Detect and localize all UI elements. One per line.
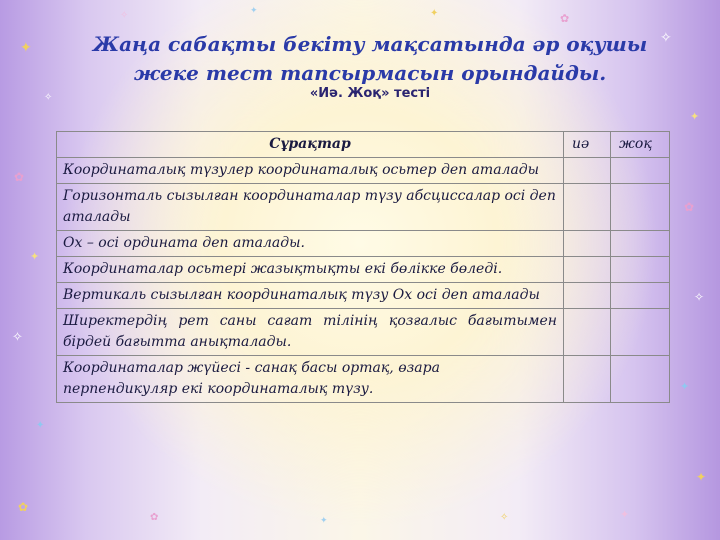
table-row [57, 184, 670, 231]
table-row [57, 283, 670, 309]
table-row [57, 158, 670, 184]
question-cell: Ох – осі ордината деп аталады. [57, 231, 564, 257]
yes-answer-cell[interactable] [564, 356, 611, 403]
no-answer-cell[interactable] [611, 356, 670, 403]
sparkle-decoration: ✧ [12, 330, 23, 345]
sparkle-decoration: ✦ [250, 6, 258, 16]
no-answer-cell[interactable] [611, 184, 670, 231]
sparkle-decoration: ✦ [680, 380, 690, 393]
question-cell: Координаталар жүйесі - санақ басы ортақ, өзара перпендикуляр екі координаталық түзу. [57, 356, 564, 403]
yes-no-test-table [56, 131, 670, 403]
sparkle-decoration: ✦ [36, 420, 45, 431]
sparkle-decoration: ✦ [430, 8, 439, 19]
no-answer-cell[interactable] [611, 309, 670, 356]
table-header-row [57, 132, 670, 158]
no-answer-cell[interactable] [611, 231, 670, 257]
yes-answer-cell[interactable] [564, 283, 611, 309]
no-answer-cell[interactable] [611, 257, 670, 283]
sparkle-decoration: ✧ [44, 92, 53, 103]
table-row [57, 257, 670, 283]
sparkle-decoration: ✿ [560, 12, 570, 25]
no-answer-cell[interactable] [611, 283, 670, 309]
page-title: Жаңа сабақты бекіту мақсатында әр оқушы жеке тест тапсырмасын орындайды. [92, 32, 648, 85]
question-cell: Координаталар осьтері жазықтықты екі бөлікке бөледі. [57, 257, 564, 283]
sparkle-decoration: ✦ [20, 40, 32, 56]
sparkle-decoration: ✦ [30, 250, 40, 263]
question-cell: Координаталық түзулер координаталық осьтер деп аталады [57, 158, 564, 184]
yes-answer-cell[interactable] [564, 158, 611, 184]
column-header-questions: Сұрақтар [57, 132, 564, 158]
yes-answer-cell[interactable] [564, 184, 611, 231]
column-header-yes: иә [564, 132, 611, 158]
sparkle-decoration: ✿ [150, 512, 159, 523]
question-cell: Горизонталь сызылған координаталар түзу абсциссалар осі деп аталады [57, 184, 564, 231]
sparkle-decoration: ✿ [684, 200, 695, 214]
column-header-no: жоқ [611, 132, 670, 158]
table-row [57, 356, 670, 403]
page-subtitle: «Иә. Жоқ» тесті [309, 86, 431, 101]
sparkle-decoration: ✦ [620, 508, 630, 521]
table-row [57, 309, 670, 356]
sparkle-decoration: ✧ [120, 10, 129, 21]
sparkle-decoration: ✧ [500, 512, 509, 523]
sparkle-decoration: ✿ [18, 500, 29, 514]
yes-answer-cell[interactable] [564, 257, 611, 283]
sparkle-decoration: ✦ [690, 110, 700, 123]
question-cell: Вертикаль сызылған координаталық түзу Ох осі деп аталады [57, 283, 564, 309]
table-row [57, 231, 670, 257]
sparkle-decoration: ✿ [14, 170, 25, 184]
no-answer-cell[interactable] [611, 158, 670, 184]
yes-answer-cell[interactable] [564, 309, 611, 356]
question-cell: Ширектердің рет саны сағат тілінің қозғалыс бағытымен бірдей бағытта анықталады. [57, 309, 564, 356]
sparkle-decoration: ✧ [660, 30, 672, 46]
sparkle-decoration: ✦ [696, 470, 707, 484]
sparkle-decoration: ✦ [320, 516, 328, 526]
sparkle-decoration: ✧ [694, 290, 705, 304]
yes-answer-cell[interactable] [564, 231, 611, 257]
